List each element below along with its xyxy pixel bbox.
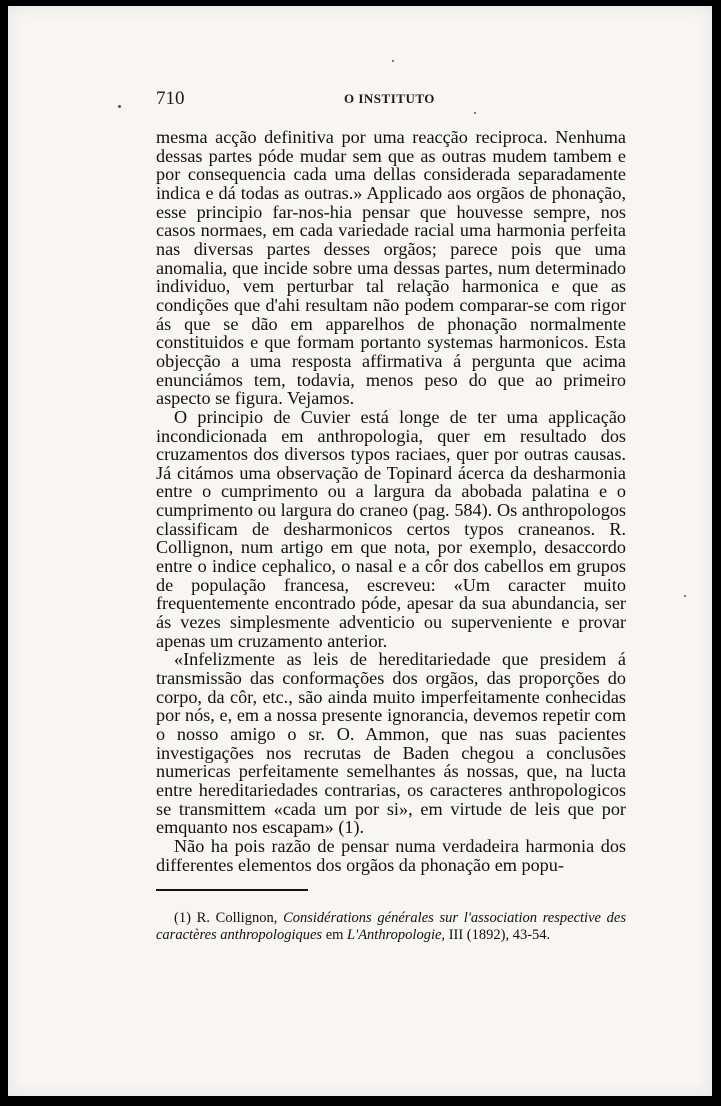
print-speck — [392, 60, 394, 62]
body-text — [156, 128, 626, 874]
footnote — [156, 910, 626, 944]
print-speck — [474, 112, 476, 114]
footnote-work-title: Considérations générales sur l'association respective des caractères anthropologiques — [156, 910, 627, 943]
footnote-journal: L'Anthropologie, — [347, 927, 446, 943]
print-speck — [684, 595, 686, 597]
footnote-divider — [156, 889, 308, 891]
paragraph: mesma acção definitiva por uma reacção reciproca. Nenhuma dessas partes póde mudar sem que as outras mudem tambem e por consequencia cada uma dellas considerada separadamente indica e dá todas as outras.» Applicado aos orgãos de phonação, esse principio far-nos-hia pensar que houvesse sempre, nos casos normaes, em cada variedade racial uma harmonia perfeita nas diversas partes desses orgãos; parece pois que uma anomalia, que incide sobre uma dessas partes, num determinado individuo, vem perturbar tal relação harmonica e que as condições que d'ahi resultam não podem comparar-se com rigor ás que se dão em apparelhos de phonação normalmente constituidos e que formam portanto systemas harmonicos. Esta objecção a uma resposta affirmativa á pergunta que acima enunciámos tem, todavia, menos peso do que ao primeiro aspecto se figura. Vejamos. — [156, 127, 626, 409]
paragraph: O principio de Cuvier está longe de ter uma applicação incondicionada em anthropologia, quer em resultado dos cruzamentos dos diversos typos raciaes, quer por outras causas. Já citámos uma observação de Topinard ácerca da desharmonia entre o cumprimento ou a largura da abobada palatina e o cumprimento ou largura do craneo (pag. 584). Os anthropologos classificam de desharmonicos certos typos craneanos. R. Collignon, num artigo em que nota, por exemplo, desaccordo entre o indice cephalico, o nasal e a côr dos cabellos em grupos de população francesa, escreveu: «Um caracter muito frequentemente encontrado póde, apesar da sua abundancia, ser ás vezes simplesmente adventicio ou superveniente e provar apenas um cruzamento anterior. — [156, 406, 626, 651]
footnote-connector: em — [325, 927, 344, 943]
page-header — [156, 88, 626, 110]
footnote-citation: III (1892), 43-54. — [448, 927, 551, 943]
print-speck — [118, 105, 121, 108]
footnote-author: R. Collignon, — [196, 910, 278, 926]
running-title: O INSTITUTO — [344, 91, 435, 106]
paragraph: «Infelizmente as leis de hereditariedade que presidem á transmissão das conformações dos orgãos, das proporções do corpo, da côr, etc., são ainda muito imperfeitamente conhecidas por nós, e, em a nossa presente ignorancia, devemos repetir com o nosso amigo o sr. O. Ammon, que nas suas pacientes investigações nos recrutas de Baden chegou a conclusões numericas perfeitamente semelhantes ás nossas, que, na lucta entre hereditariedades contrarias, os caracteres anthropologicos se transmittem «cada um por si», em virtude de leis que por emquanto nos escapam» (1). — [156, 649, 626, 838]
page-number: 710 — [156, 88, 185, 109]
paragraph: Não ha pois razão de pensar numa verdadeira harmonia dos differentes elementos dos orgãos da phonação em popu- — [156, 835, 626, 875]
footnote-marker: (1) — [174, 910, 191, 926]
